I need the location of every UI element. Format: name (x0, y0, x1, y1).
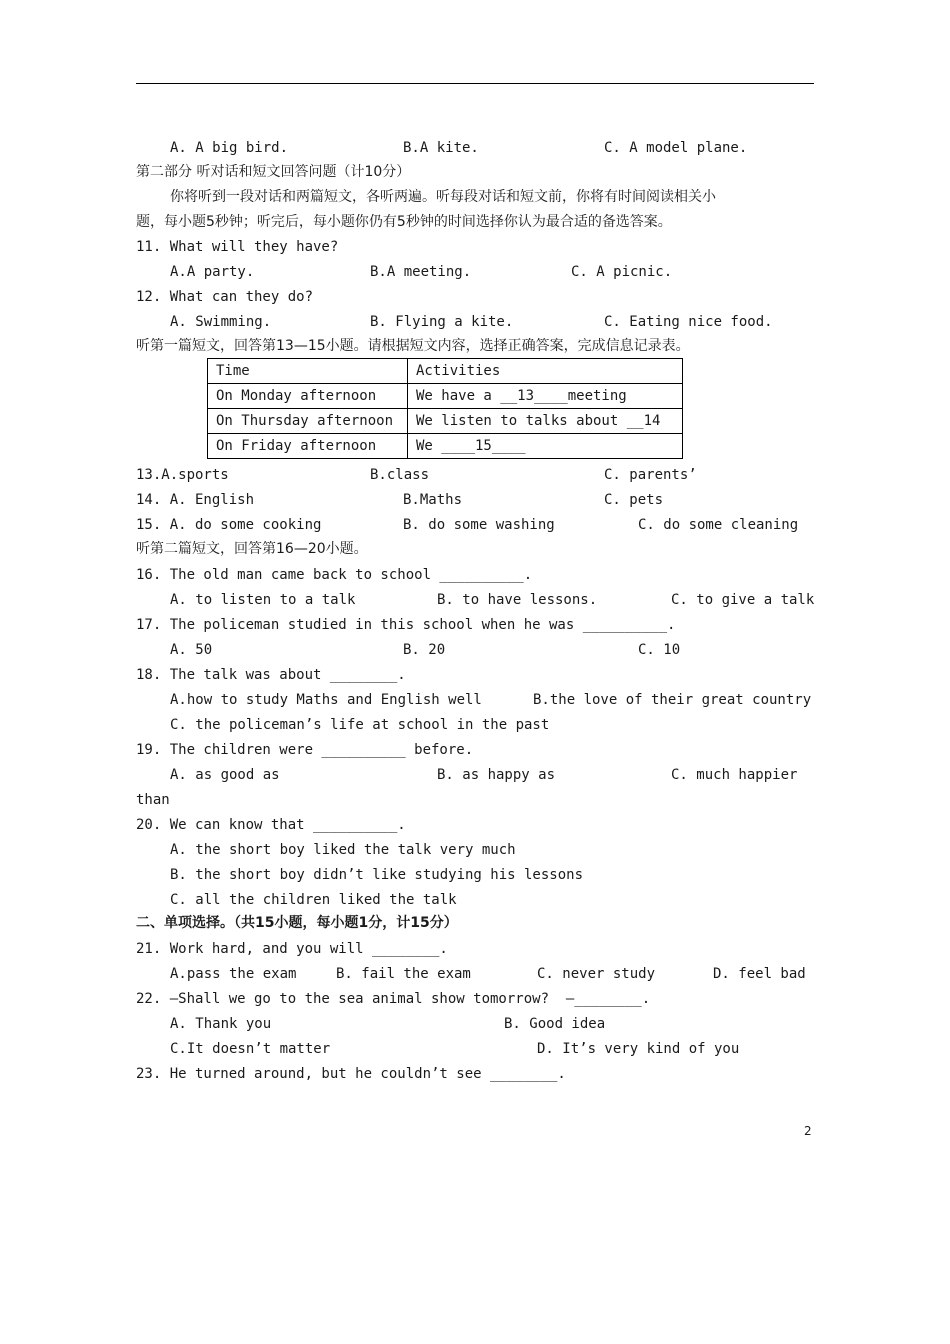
passage1-instructions: 听第一篇短文，回答第13—15小题。请根据短文内容，选择正确答案，完成信息记录表。 (136, 338, 690, 354)
q10-option-b: B.A kite. (403, 140, 479, 156)
table-cell: On Friday afternoon (208, 434, 408, 459)
q11-option-c: C. A picnic. (571, 264, 673, 280)
q22-option-b: B. Good idea (504, 1016, 606, 1032)
q18-option-a: A.how to study Maths and English well (170, 692, 482, 708)
q19-option-a: A. as good as (170, 767, 280, 783)
q17-option-c: C. 10 (638, 642, 681, 658)
q20-stem: 20. We can know that __________. (136, 817, 406, 833)
q21-option-b: B. fail the exam (336, 966, 471, 982)
q16-option-a: A. to listen to a talk (170, 592, 356, 608)
q13-option-b: B.class (370, 467, 430, 483)
q20-option-a: A. the short boy liked the talk very much (170, 842, 516, 858)
table-cell: On Thursday afternoon (208, 409, 408, 434)
q19-option-c-continued: than (136, 792, 170, 808)
q11-stem: 11. What will they have? (136, 239, 339, 255)
info-record-table (207, 358, 683, 459)
q22-option-c: C.It doesn’t matter (170, 1041, 331, 1057)
q14-option-a: 14. A. English (136, 492, 255, 508)
q20-option-b: B. the short boy didn’t like studying his lessons (170, 867, 584, 883)
q17-stem: 17. The policeman studied in this school when he was __________. (136, 617, 676, 633)
q12-option-a: A. Swimming. (170, 314, 272, 330)
q15-option-a: 15. A. do some cooking (136, 517, 322, 533)
part2-heading: 第二部分 听对话和短文回答问题（计10分） (136, 164, 411, 180)
table-row (208, 359, 683, 384)
part2-instructions-line1: 你将听到一段对话和两篇短文，各听两遍。听每段对话和短文前，你将有时间阅读相关小 (170, 189, 716, 205)
part2-instructions-line2: 题，每小题5秒钟；听完后，每小题你仍有5秒钟的时间选择你认为最合适的备选答案。 (136, 214, 672, 230)
q11-option-a: A.A party. (170, 264, 255, 280)
table-row (208, 434, 683, 459)
q12-stem: 12. What can they do? (136, 289, 314, 305)
q16-option-b: B. to have lessons. (437, 592, 598, 608)
q19-option-c: C. much happier (671, 767, 798, 783)
q14-option-c: C. pets (604, 492, 664, 508)
q17-option-b: B. 20 (403, 642, 446, 658)
table-row (208, 384, 683, 409)
q12-option-b: B. Flying a kite. (370, 314, 514, 330)
q13-option-a: 13.A.sports (136, 467, 229, 483)
q22-option-d: D. It’s very kind of you (537, 1041, 740, 1057)
q16-option-c: C. to give a talk (671, 592, 815, 608)
q21-stem: 21. Work hard, and you will ________. (136, 941, 448, 957)
page-number: 2 (804, 1124, 812, 1138)
table-cell: On Monday afternoon (208, 384, 408, 409)
q16-stem: 16. The old man came back to school __________. (136, 567, 533, 583)
q15-option-b: B. do some washing (403, 517, 555, 533)
table-cell: We have a __13____meeting (408, 384, 683, 409)
q22-stem: 22. —Shall we go to the sea animal show tomorrow? —________. (136, 991, 651, 1007)
table-cell: Time (208, 359, 408, 384)
q17-option-a: A. 50 (170, 642, 213, 658)
q23-stem: 23. He turned around, but he couldn’t see ________. (136, 1066, 566, 1082)
q18-stem: 18. The talk was about ________. (136, 667, 406, 683)
q10-option-a: A. A big bird. (170, 140, 289, 156)
passage2-instructions: 听第二篇短文，回答第16—20小题。 (136, 541, 368, 557)
table-cell: We ____15____ (408, 434, 683, 459)
table-row (208, 409, 683, 434)
q19-stem: 19. The children were __________ before. (136, 742, 474, 758)
table-cell: Activities (408, 359, 683, 384)
q20-option-c: C. all the children liked the talk (170, 892, 457, 908)
q10-option-c: C. A model plane. (604, 140, 748, 156)
table-cell: We listen to talks about __14 (408, 409, 683, 434)
q14-option-b: B.Maths (403, 492, 463, 508)
q12-option-c: C. Eating nice food. (604, 314, 773, 330)
q19-option-b: B. as happy as (437, 767, 556, 783)
q11-option-b: B.A meeting. (370, 264, 472, 280)
q22-option-a: A. Thank you (170, 1016, 272, 1032)
q18-option-b: B.the love of their great country (533, 692, 812, 708)
q21-option-c: C. never study (537, 966, 656, 982)
q21-option-d: D. feel bad (713, 966, 806, 982)
q13-option-c: C. parents’ (604, 467, 697, 483)
section2-heading: 二、单项选择。（共15小题，每小题1分，计15分） (136, 915, 458, 931)
q15-option-c: C. do some cleaning (638, 517, 799, 533)
header-rule (136, 83, 814, 84)
q18-option-c: C. the policeman’s life at school in the past (170, 717, 550, 733)
q21-option-a: A.pass the exam (170, 966, 297, 982)
